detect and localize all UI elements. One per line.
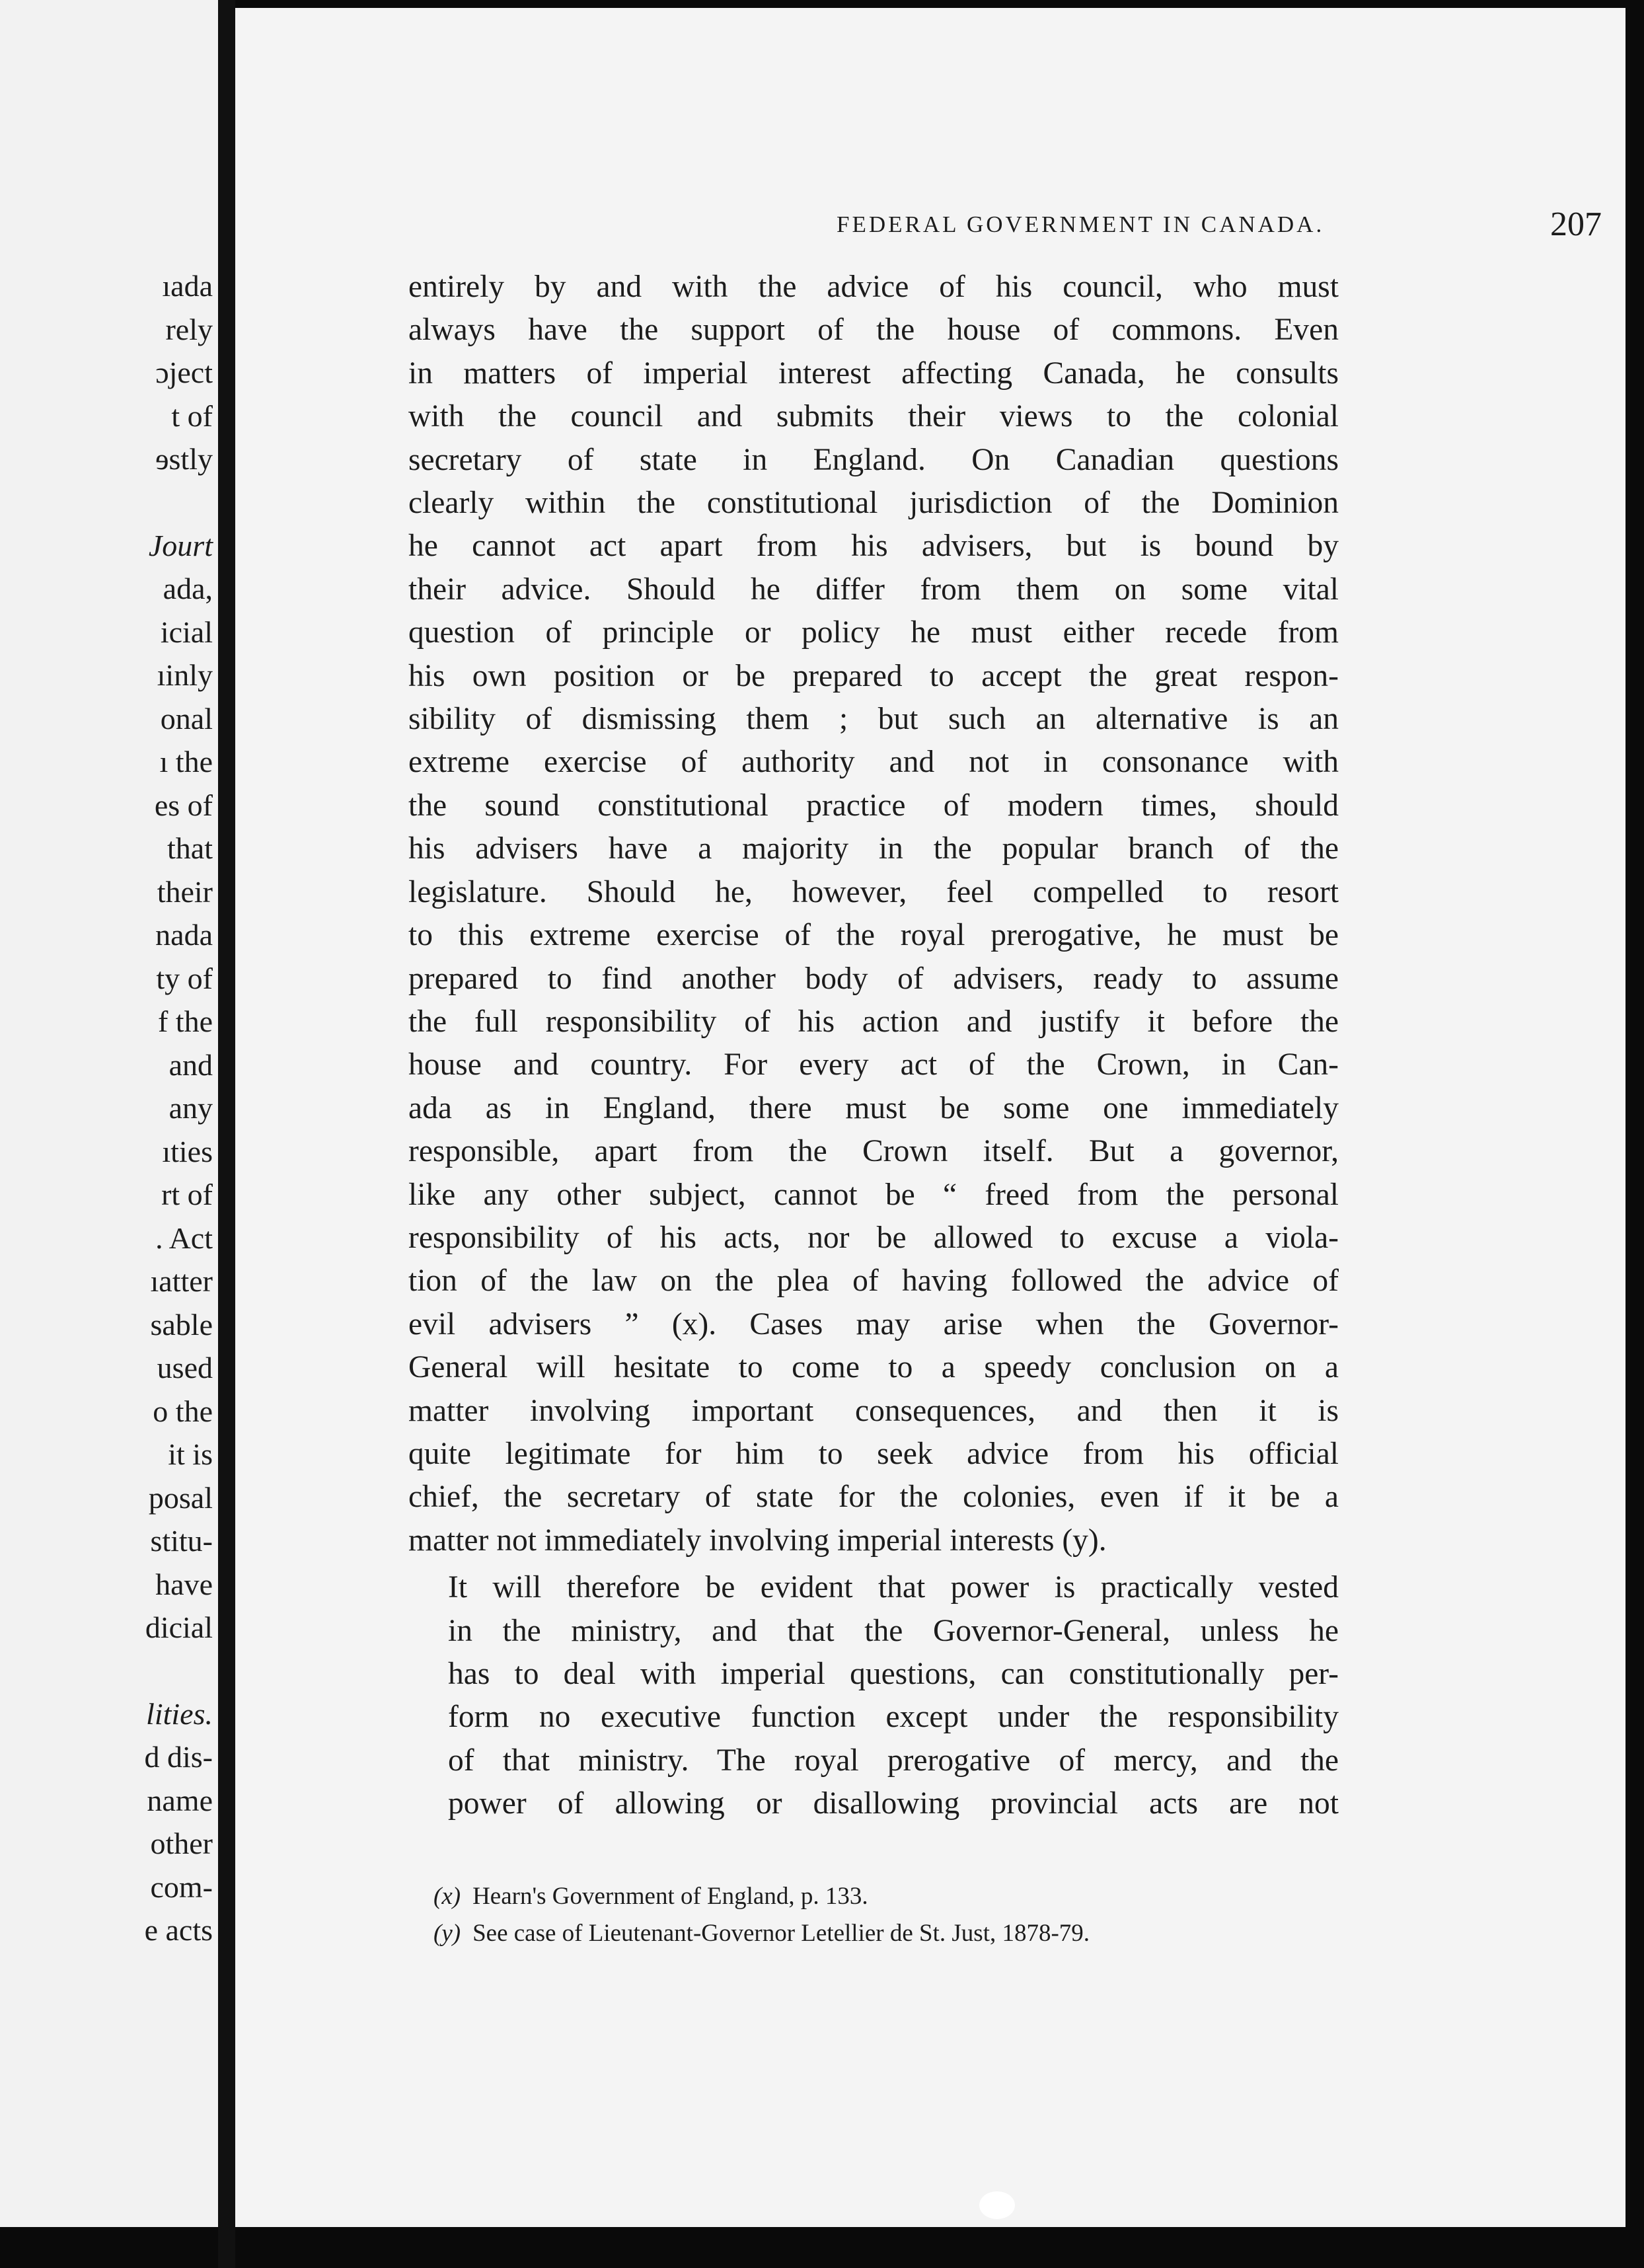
- text-line: form no executive function except under the responsibility: [448, 1700, 1339, 1735]
- running-title: FEDERAL GOVERNMENT IN CANADA.: [837, 211, 1325, 237]
- text-line: responsibility of his acts, nor be allowed to excuse a viola-: [408, 1220, 1339, 1255]
- text-line: prepared to find another body of advisers, ready to assume: [408, 961, 1339, 996]
- text-line: house and country. For every act of the Crown, in Can-: [408, 1047, 1339, 1082]
- previous-page-line: name: [147, 1783, 213, 1817]
- text-line: has to deal with imperial questions, can constitutionally per-: [448, 1657, 1339, 1691]
- previous-page-line: ıatter: [150, 1264, 213, 1298]
- previous-page-line: com-: [150, 1870, 213, 1904]
- previous-page-line: have: [155, 1567, 213, 1601]
- text-line: secretary of state in England. On Canadian questions: [408, 442, 1339, 477]
- previous-page-line: f the: [157, 1004, 213, 1038]
- text-line: matter involving important consequences, and then it is: [408, 1393, 1339, 1428]
- text-line: responsible, apart from the Crown itself. But a governor,: [408, 1134, 1339, 1169]
- text-line: the sound constitutional practice of modern times, should: [408, 788, 1339, 823]
- previous-page-line: any: [168, 1091, 213, 1125]
- text-line: in the ministry, and that the Governor-General, unless he: [448, 1613, 1339, 1648]
- text-line: question of principle or policy he must either recede from: [408, 615, 1339, 650]
- footnote-text: Hearn's Government of England, p. 133.: [472, 1883, 868, 1910]
- previous-page-fragment: [0, 0, 218, 2227]
- text-line: extreme exercise of authority and not in consonance with: [408, 745, 1339, 780]
- previous-page-line: . Act: [155, 1221, 213, 1255]
- previous-page-line: sable: [150, 1307, 213, 1342]
- previous-page-line: onal: [160, 701, 213, 736]
- text-line: his own position or be prepared to accept the great respon-: [408, 658, 1339, 693]
- footnote: [433, 1915, 1425, 1952]
- previous-page-line: and: [168, 1047, 213, 1082]
- previous-page-line: their: [157, 874, 213, 909]
- body-text: [408, 266, 1339, 1826]
- text-line: entirely by and with the advice of his council, who must: [408, 270, 1339, 304]
- previous-page-line: other: [150, 1827, 213, 1860]
- previous-page-line: d dis-: [144, 1740, 213, 1774]
- book-gutter: [218, 0, 235, 2268]
- text-line: It will therefore be evident that power is practically vested: [448, 1570, 1339, 1605]
- previous-page-line: that: [167, 831, 213, 865]
- footnote: [433, 1878, 1425, 1915]
- previous-page-line: ıada: [162, 269, 213, 303]
- text-line: ada as in England, there must be some one immediately: [408, 1090, 1339, 1125]
- footnote-text: See case of Lieutenant-Governor Letellier de St. Just, 1878-79.: [472, 1920, 1090, 1947]
- previous-page-line: rt of: [161, 1178, 213, 1211]
- previous-page-line: stitu-: [150, 1524, 213, 1558]
- previous-page-line: [1, 1649, 213, 1692]
- text-line: General will hesitate to come to a speedy conclusion on a: [408, 1350, 1339, 1385]
- text-line: matter not immediately involving imperial interests (y).: [408, 1523, 1107, 1558]
- running-head: [603, 205, 1607, 245]
- page-number: 207: [1550, 206, 1602, 243]
- previous-page-line: ɘstly: [155, 442, 213, 476]
- footnote-mark: (y): [433, 1920, 461, 1947]
- footnote-mark: (x): [433, 1883, 461, 1910]
- text-line: the full responsibility of his action and justify it before the: [408, 1004, 1339, 1039]
- previous-page-line: t of: [171, 398, 213, 433]
- previous-page-line: e acts: [144, 1913, 213, 1947]
- previous-page-line: icial: [160, 615, 213, 649]
- previous-page-line: es of: [154, 788, 213, 822]
- paragraph-2: [408, 1566, 1339, 1825]
- text-line: in matters of imperial interest affecting Canada, he consults: [408, 356, 1339, 391]
- previous-page-text: [1, 264, 213, 1952]
- previous-page-line: lities.: [146, 1696, 213, 1731]
- text-line: legislature. Should he, however, feel compelled to resort: [408, 874, 1339, 909]
- previous-page-line: nada: [155, 918, 213, 952]
- book-page: [235, 8, 1625, 2227]
- text-line: chief, the secretary of state for the colonies, even if it be a: [408, 1480, 1339, 1515]
- text-line: always have the support of the house of commons. Even: [408, 313, 1339, 348]
- previous-page-line: ɔject: [155, 356, 213, 389]
- previous-page-line: posal: [148, 1480, 213, 1515]
- paragraph-1: [408, 266, 1339, 1562]
- previous-page-line: rely: [165, 312, 213, 346]
- text-line: his advisers have a majority in the popular branch of the: [408, 831, 1339, 866]
- text-line: like any other subject, cannot be “ freed from the personal: [408, 1177, 1339, 1212]
- text-line: he cannot act apart from his advisers, but is bound by: [408, 529, 1339, 564]
- text-line: evil advisers ” (x). Cases may arise when the Governor-: [408, 1306, 1339, 1342]
- text-line: to this extreme exercise of the royal prerogative, he must be: [408, 918, 1339, 953]
- text-line: quite legitimate for him to seek advice from his official: [408, 1436, 1339, 1471]
- previous-page-line: ıties: [162, 1134, 213, 1168]
- text-line: tion of the law on the plea of having followed the advice of: [408, 1264, 1339, 1299]
- footnotes: [433, 1878, 1425, 1952]
- previous-page-line: it is: [168, 1437, 213, 1471]
- previous-page-line: ada,: [163, 572, 213, 605]
- previous-page-line: o the: [153, 1394, 213, 1428]
- previous-page-line: Jourt: [148, 528, 213, 562]
- text-line: their advice. Should he differ from them on some vital: [408, 572, 1339, 607]
- text-line: clearly within the constitutional jurisdiction of the Dominion: [408, 486, 1339, 521]
- text-line: sibility of dismissing them ; but such an alternative is an: [408, 702, 1339, 737]
- previous-page-line: [1, 481, 213, 524]
- text-line: power of allowing or disallowing provincial acts are not: [448, 1786, 1339, 1821]
- text-line: of that ministry. The royal prerogative of mercy, and the: [448, 1743, 1339, 1778]
- previous-page-line: used: [157, 1351, 213, 1384]
- page-blemish: [979, 2191, 1015, 2219]
- text-line: with the council and submits their views to the colonial: [408, 399, 1339, 434]
- previous-page-line: ı the: [159, 745, 213, 778]
- previous-page-line: ıinly: [157, 658, 213, 692]
- previous-page-line: dicial: [145, 1610, 213, 1644]
- previous-page-line: ty of: [156, 961, 213, 995]
